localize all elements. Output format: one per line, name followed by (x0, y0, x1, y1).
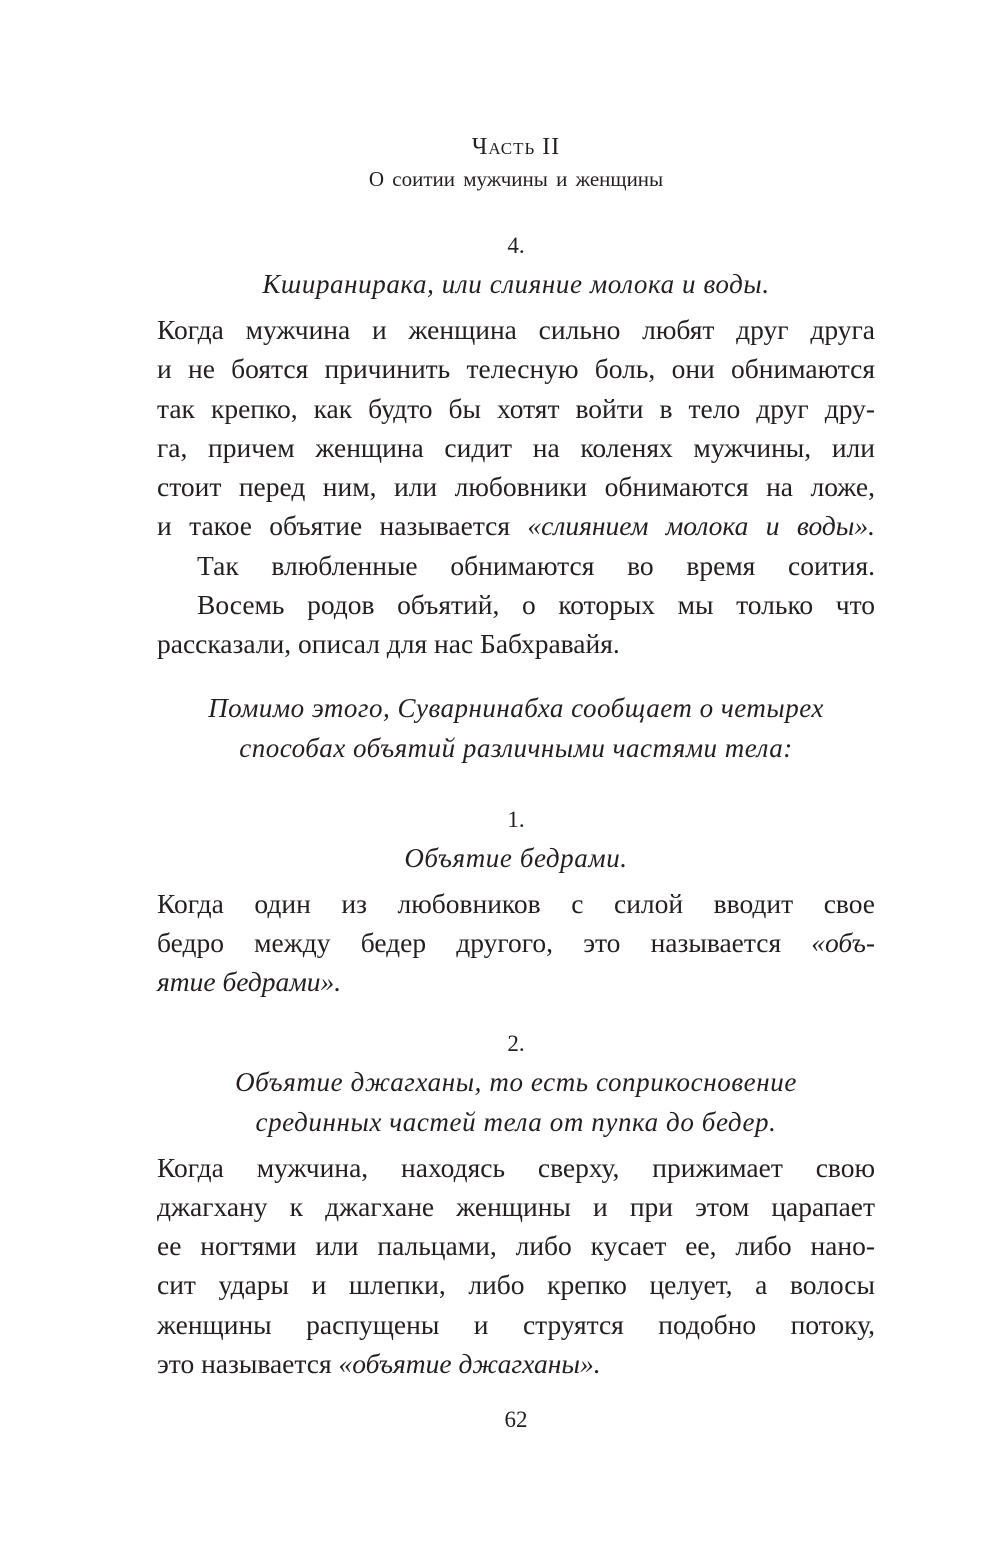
section-4-number: 4. (507, 233, 525, 258)
section-1-paragraph (157, 884, 875, 1002)
text-line: и не боятся причинить телесную боль, они обнимаются (157, 353, 875, 385)
section-2-title-line: срединных частей тела от пупка до бедер. (255, 1106, 777, 1137)
text-line: Когда один из любовников с силой вводит свое (157, 887, 875, 919)
part-subtitle: О соитии мужчины и женщины (368, 167, 664, 191)
text-line: джагхану к джагхане женщины и при этом царапает (157, 1190, 875, 1222)
text-line (157, 506, 875, 545)
text-line: сит удары и шлепки, либо крепко целует, а волосы (157, 1269, 875, 1301)
transition-note-line: способах объятий различными частями тела: (239, 732, 793, 763)
term-italic: «объ- (811, 926, 875, 958)
section-1-number: 1. (507, 806, 525, 832)
text-line: Когда мужчина, находясь сверху, прижимает свою (157, 1151, 875, 1183)
text-line (157, 962, 875, 1001)
book-page (157, 0, 875, 1563)
text-line: рассказали, описал для нас Бабхравайя. (157, 628, 620, 660)
term-italic: «слиянием молока и воды». (527, 510, 875, 542)
text-line: Восемь родов объятий, о которых мы только что (197, 589, 875, 621)
page-number: 62 (504, 1407, 528, 1432)
text-line: га, причем женщина сидит на коленях мужчины, или (157, 431, 875, 463)
text-line (157, 923, 875, 962)
text-line: Когда мужчина и женщина сильно любят друг друга (157, 314, 875, 345)
section-2-title-line: Объятие джагханы, то есть соприкосновение (235, 1066, 797, 1097)
part-title: Часть II (471, 134, 561, 160)
section-4-paragraph-3 (157, 585, 875, 664)
text-line: женщины распущены и струятся подобно потоку, (157, 1308, 875, 1340)
text-line: так крепко, как будто бы хотят войти в тело друг дру- (157, 392, 875, 424)
text-fragment: и такое объятие называется (157, 510, 528, 542)
body-text (157, 228, 875, 1383)
section-2-number: 2. (507, 1030, 525, 1056)
section-2-paragraph (157, 1148, 875, 1384)
text-line: ее ногтями или пальцами, либо кусает ее, либо нано- (157, 1230, 875, 1262)
text-line: стоит перед ним, или любовники обнимаются на ложе, (157, 471, 875, 503)
running-head (157, 131, 875, 195)
section-4-title: Кширанирака, или слияние молока и воды. (262, 269, 770, 299)
text-fragment: бедро между бедер другого, это называется (157, 926, 812, 958)
text-line (157, 1344, 875, 1383)
term-italic: «объятие джагханы». (338, 1348, 601, 1380)
text-line: Так влюбленные обнимаются во время соития. (197, 549, 875, 581)
text-fragment: это называется (157, 1348, 339, 1380)
term-italic: ятие бедрами». (157, 966, 342, 998)
section-1-title: Объятие бедрами. (404, 842, 628, 873)
section-4-paragraph-2 (157, 546, 875, 585)
transition-note-line: Помимо этого, Суварнинабха сообщает о четырех (208, 692, 824, 723)
section-4-paragraph-1 (157, 310, 875, 546)
